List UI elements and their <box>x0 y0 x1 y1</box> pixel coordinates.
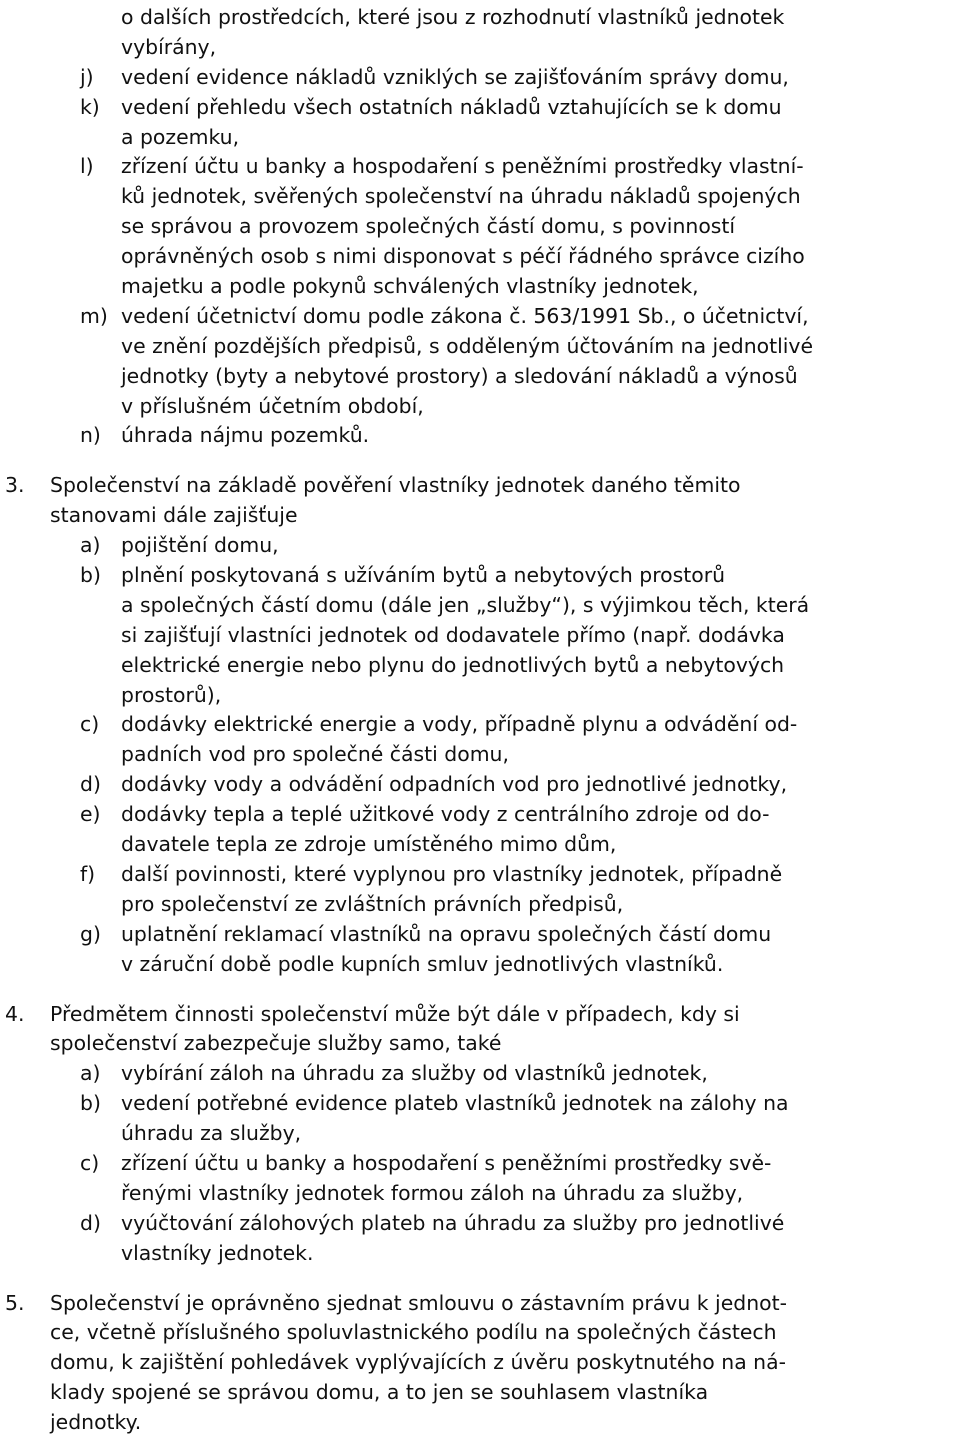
item-marker: d) <box>80 1210 101 1235</box>
item-text: uplatnění reklamací vlastníků na opravu společných částí domu <box>121 921 772 946</box>
text-line <box>0 152 960 182</box>
item-text: plnění poskytovaná s užíváním bytů a nebytových prostorů <box>121 563 726 588</box>
text-line <box>0 890 960 920</box>
item-text: vedení přehledu všech ostatních nákladů vztahujících se k domu <box>121 94 782 119</box>
item-text: v příslušném účetním období, <box>121 393 424 418</box>
item-text: dodávky tepla a teplé užitkové vody z centrálního zdroje od do- <box>121 802 770 827</box>
section-text: ce, včetně příslušného spoluvlastnického podílu na společných částech <box>50 1320 777 1345</box>
text-line <box>0 1408 960 1438</box>
list-item-b <box>0 1089 960 1149</box>
list-continuation <box>0 3 960 451</box>
section-first-line <box>0 1289 960 1319</box>
item-marker: k) <box>80 94 100 119</box>
item-marker: f) <box>80 861 96 886</box>
text-line <box>0 1209 960 1239</box>
text-line <box>0 561 960 591</box>
text-line <box>0 860 960 890</box>
item-text: vedení účetnictví domu podle zákona č. 563/1991 Sb., o účetnictví, <box>121 303 809 328</box>
item-marker: m) <box>80 303 108 328</box>
item-text: majetku a podle pokynů schválených vlastníky jednotek, <box>121 274 699 299</box>
section-3 <box>0 471 960 979</box>
item-text: vlastníky jednotek. <box>121 1240 314 1265</box>
text-line <box>0 740 960 770</box>
section-text: stanovami dále zajišťuje <box>50 503 298 528</box>
item-marker: b) <box>80 563 101 588</box>
list-item-l <box>0 152 960 301</box>
list-item-d <box>0 1209 960 1269</box>
text-line <box>0 531 960 561</box>
section-text: jednotky. <box>50 1410 142 1435</box>
text-line <box>0 830 960 860</box>
item-text: ve znění pozdějších předpisů, s odděleným účtováním na jednotlivé <box>121 333 814 358</box>
text-line <box>0 3 960 33</box>
item-text: o dalších prostředcích, které jsou z rozhodnutí vlastníků jednotek <box>121 5 785 29</box>
text-line <box>0 272 960 302</box>
section-first-line <box>0 1000 960 1030</box>
text-line <box>0 93 960 123</box>
text-line <box>0 1119 960 1149</box>
text-line <box>0 681 960 711</box>
item-text: elektrické energie nebo plynu do jednotlivých bytů a nebytových <box>121 652 785 677</box>
text-line <box>0 332 960 362</box>
text-line <box>0 591 960 621</box>
item-marker: a) <box>80 1061 101 1086</box>
item-marker: j) <box>80 64 94 89</box>
item-text: řenými vlastníky jednotek formou záloh na úhradu za služby, <box>121 1180 744 1205</box>
text-line <box>0 182 960 212</box>
section-5 <box>0 1289 960 1438</box>
section-number: 4. <box>5 1001 25 1026</box>
item-text: vybírání záloh na úhradu za služby od vlastníků jednotek, <box>121 1061 708 1086</box>
text-line <box>0 302 960 332</box>
item-marker: d) <box>80 772 101 797</box>
list-item-d <box>0 770 960 800</box>
section-text: Předmětem činnosti společenství může být dále v případech, kdy si <box>50 1001 740 1026</box>
text-line <box>0 950 960 980</box>
text-line <box>0 1318 960 1348</box>
text-line <box>0 920 960 950</box>
text-line <box>0 800 960 830</box>
item-text: davatele tepla ze zdroje umístěného mimo dům, <box>121 832 617 857</box>
text-line <box>0 1378 960 1408</box>
list-item-a <box>0 1059 960 1089</box>
item-text: vedení potřebné evidence plateb vlastníků jednotek na zálohy na <box>121 1091 789 1116</box>
text-line <box>0 501 960 531</box>
text-line <box>0 242 960 272</box>
text-line <box>0 1029 960 1059</box>
section-4 <box>0 1000 960 1269</box>
section-text: Společenství na základě pověření vlastníky jednotek daného těmito <box>50 473 741 498</box>
section-text: klady spojené se správou domu, a to jen se souhlasem vlastníka <box>50 1380 709 1405</box>
item-marker: b) <box>80 1091 101 1116</box>
item-text: zřízení účtu u banky a hospodaření s peněžními prostředky vlastní- <box>121 154 804 179</box>
text-line <box>0 710 960 740</box>
item-text: prostorů), <box>121 682 222 707</box>
item-text: padních vod pro společné části domu, <box>121 742 509 767</box>
item-marker: n) <box>80 423 101 448</box>
item-text: si zajišťují vlastníci jednotek od dodavatele přímo (např. dodávka <box>121 622 785 647</box>
item-text: pro společenství ze zvláštních právních předpisů, <box>121 891 624 916</box>
list-item-b <box>0 561 960 710</box>
item-marker: c) <box>80 712 100 737</box>
section-text: společenství zabezpečuje služby samo, také <box>50 1031 502 1056</box>
text-line <box>0 1149 960 1179</box>
item-text: vedení evidence nákladů vzniklých se zajišťováním správy domu, <box>121 64 789 89</box>
text-line <box>0 1348 960 1378</box>
item-marker: c) <box>80 1150 100 1175</box>
item-text: zřízení účtu u banky a hospodaření s peněžními prostředky svě- <box>121 1150 772 1175</box>
item-text: další povinnosti, které vyplynou pro vlastníky jednotek, případně <box>121 861 783 886</box>
section-number: 5. <box>5 1290 25 1315</box>
item-text: ků jednotek, svěřených společenství na úhradu nákladů spojených <box>121 184 801 209</box>
list-item-e <box>0 800 960 860</box>
list-item-n <box>0 421 960 451</box>
text-line <box>0 1059 960 1089</box>
text-line <box>0 212 960 242</box>
list-item-c <box>0 710 960 770</box>
section-number: 3. <box>5 473 25 498</box>
item-text: dodávky vody a odvádění odpadních vod pro jednotlivé jednotky, <box>121 772 788 797</box>
text-line <box>0 770 960 800</box>
text-line <box>0 421 960 451</box>
item-marker: a) <box>80 533 101 558</box>
text-line <box>0 1179 960 1209</box>
item-text: dodávky elektrické energie a vody, případně plynu a odvádění od- <box>121 712 798 737</box>
item-marker: l) <box>80 154 94 179</box>
list-item-j <box>0 63 960 93</box>
list-item-k <box>0 93 960 153</box>
item-text: vyúčtování zálohových plateb na úhradu za služby pro jednotlivé <box>121 1210 785 1235</box>
item-text: a pozemku, <box>121 124 240 149</box>
text-line <box>0 651 960 681</box>
item-text: jednotky (byty a nebytové prostory) a sledování nákladů a výnosů <box>121 363 798 388</box>
text-line <box>0 1239 960 1269</box>
list-item-c <box>0 1149 960 1209</box>
section-text: Společenství je oprávněno sjednat smlouvu o zástavním právu k jednot- <box>50 1290 787 1315</box>
text-line <box>0 63 960 93</box>
item-text: úhrada nájmu pozemků. <box>121 423 370 448</box>
item-text: v záruční době podle kupních smluv jednotlivých vlastníků. <box>121 951 724 976</box>
text-line <box>0 362 960 392</box>
text-line <box>0 392 960 422</box>
text-line <box>0 123 960 153</box>
item-text: vybírány, <box>121 34 217 59</box>
item-text: a společných částí domu (dále jen „služby“), s výjimkou těch, která <box>121 592 810 617</box>
text-line <box>0 621 960 651</box>
item-marker: e) <box>80 802 101 827</box>
list-item-m <box>0 302 960 422</box>
list-item-g <box>0 920 960 980</box>
item-text: pojištění domu, <box>121 533 279 558</box>
text-line <box>0 1089 960 1119</box>
list-item-f <box>0 860 960 920</box>
section-text: domu, k zajištění pohledávek vyplývajících z úvěru poskytnutého na ná- <box>50 1350 786 1375</box>
item-text: oprávněných osob s nimi disponovat s péčí řádného správce cizího <box>121 244 805 269</box>
item-text: se správou a provozem společných částí domu, s povinností <box>121 214 736 239</box>
list-item-a <box>0 531 960 561</box>
item-marker: g) <box>80 921 101 946</box>
text-line <box>0 33 960 63</box>
item-text: úhradu za služby, <box>121 1121 302 1146</box>
section-first-line <box>0 471 960 501</box>
